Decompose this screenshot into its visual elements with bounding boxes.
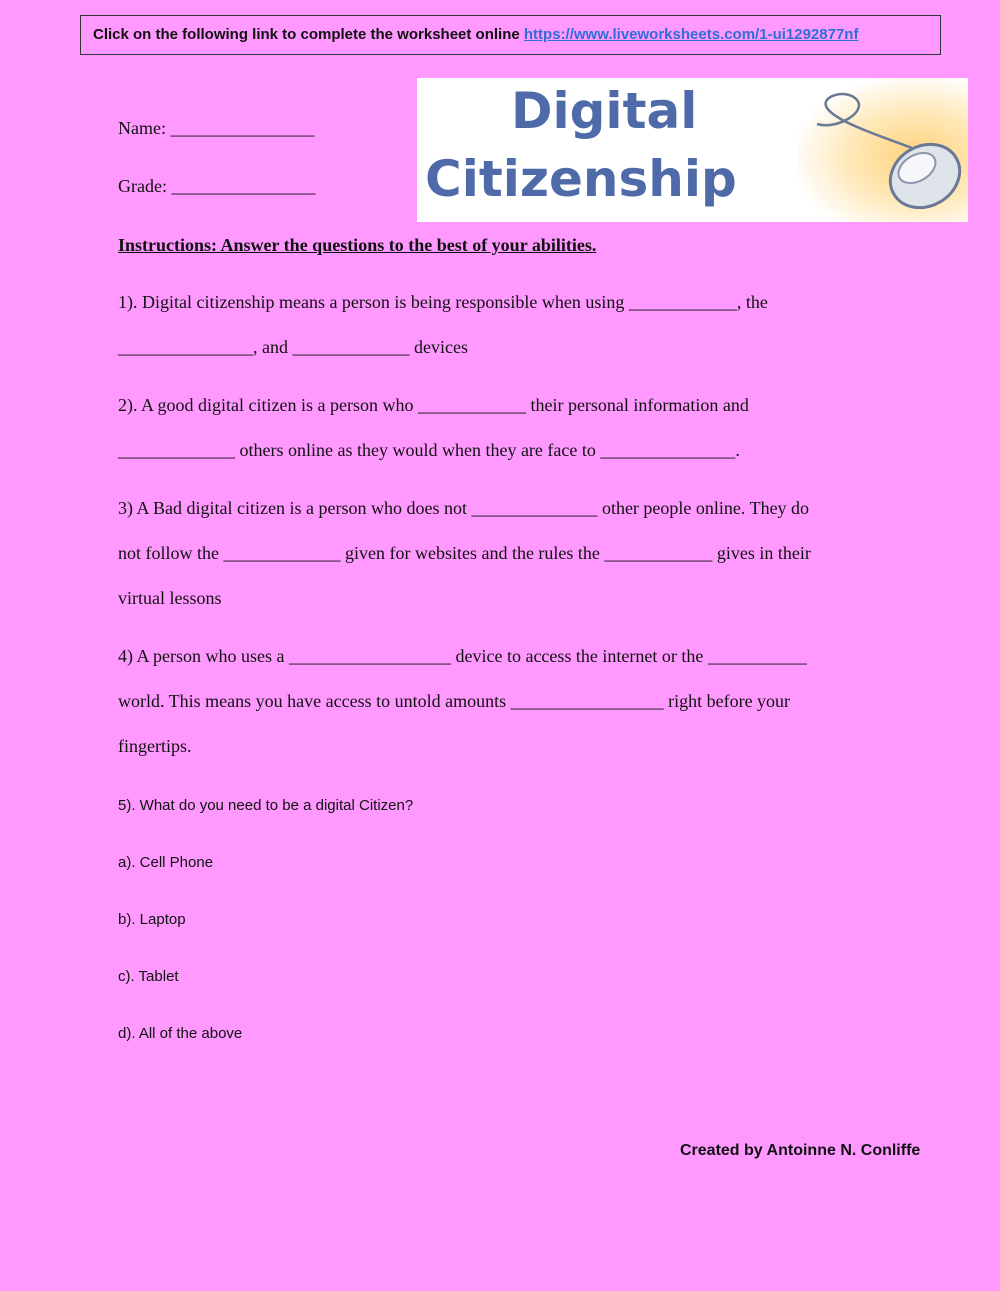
question-4-line-2: world. This means you have access to untold amounts _________________ right before your bbox=[118, 691, 791, 711]
worksheet-link[interactable]: https://www.liveworksheets.com/1-ui1292877nf bbox=[523, 26, 859, 43]
question-2-line-1: 2). A good digital citizen is a person who ____________ their personal information and bbox=[118, 395, 749, 415]
online-instruction: Click on the following link to complete the worksheet online bbox=[93, 26, 520, 43]
question-1-line-2: _______________, and _____________ devices bbox=[118, 337, 468, 357]
banner-title-line1: Digital bbox=[511, 82, 698, 140]
question-5-option-b[interactable]: b). Laptop bbox=[118, 911, 186, 928]
author-credit: Created by Antoinne N. Conliffe bbox=[680, 1142, 921, 1159]
banner-title-line2: Citizenship bbox=[425, 150, 737, 208]
grade-field[interactable]: Grade: ________________ bbox=[118, 176, 316, 196]
question-5-option-a[interactable]: a). Cell Phone bbox=[118, 854, 214, 871]
question-4-line-3: fingertips. bbox=[118, 736, 192, 756]
question-2-line-2: _____________ others online as they would when they are face to _______________. bbox=[118, 440, 740, 460]
computer-mouse-icon bbox=[817, 94, 968, 220]
question-3-line-2: not follow the _____________ given for websites and the rules the ____________ gives in their bbox=[118, 543, 811, 563]
banner-art bbox=[417, 78, 968, 222]
name-field[interactable]: Name: ________________ bbox=[118, 118, 315, 138]
question-5-prompt: 5). What do you need to be a digital Citizen? bbox=[118, 797, 414, 814]
online-link-box bbox=[80, 15, 941, 55]
instructions-heading: Instructions: Answer the questions to the best of your abilities. bbox=[118, 235, 597, 255]
question-3-line-3: virtual lessons bbox=[118, 588, 222, 608]
question-5-option-c[interactable]: c). Tablet bbox=[118, 968, 179, 985]
digital-citizenship-banner bbox=[417, 78, 968, 222]
question-4-line-1: 4) A person who uses a __________________ device to access the internet or the ___________ bbox=[118, 646, 807, 666]
question-3-line-1: 3) A Bad digital citizen is a person who does not ______________ other people online. They do bbox=[118, 498, 810, 518]
question-1-line-1: 1). Digital citizenship means a person is being responsible when using ____________, the bbox=[118, 292, 768, 312]
question-5-option-d[interactable]: d). All of the above bbox=[118, 1025, 243, 1042]
